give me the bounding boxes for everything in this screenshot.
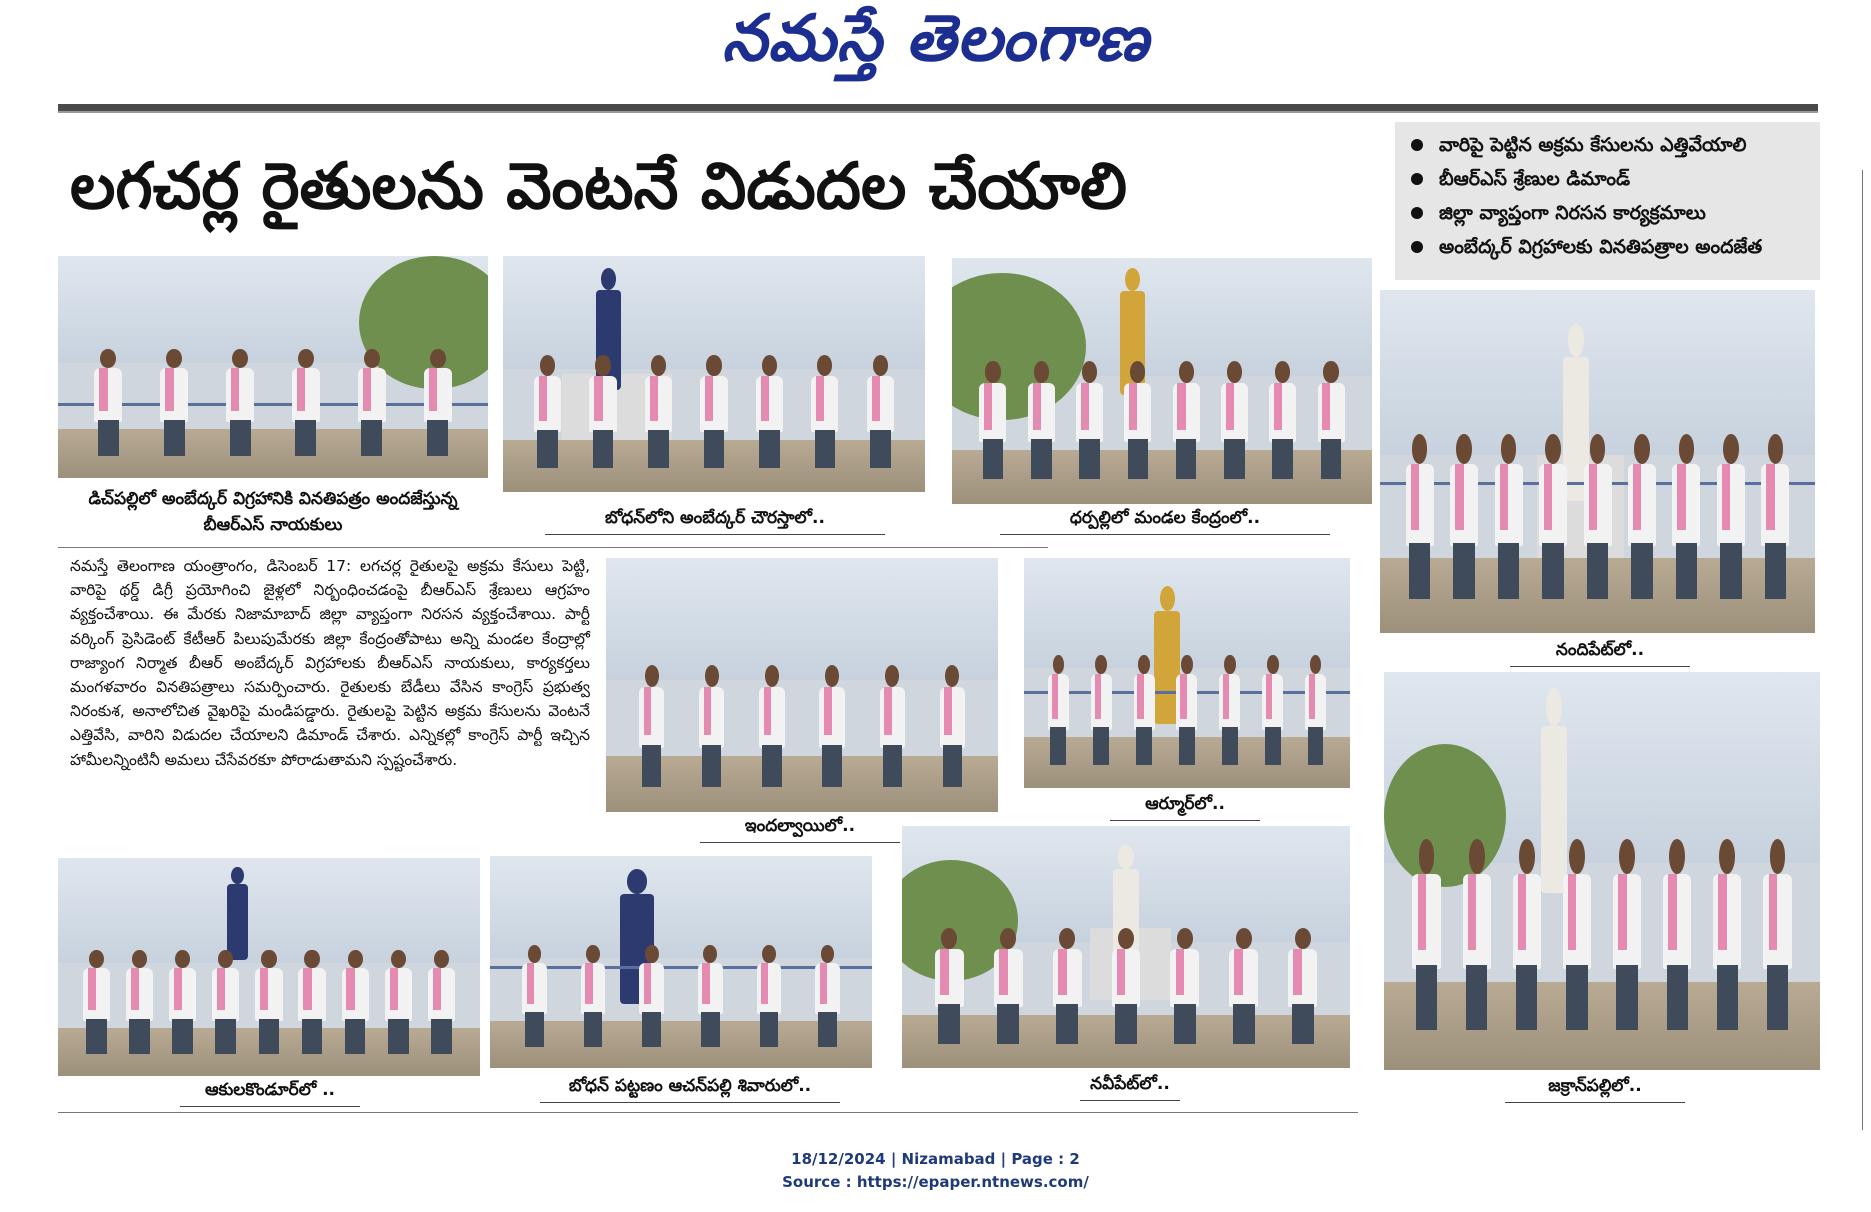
person-figure: [1112, 928, 1141, 1044]
person-figure: [1173, 361, 1200, 479]
highlight-item: [1405, 230, 1810, 264]
person-figure: [757, 945, 782, 1047]
person-figure: [811, 355, 838, 468]
right-edge-divider: [1862, 170, 1863, 1130]
person-figure: [1513, 839, 1541, 1030]
caption-photo3: ధర్పల్లిలో మండల కేంద్రంలో..: [1000, 508, 1330, 535]
person-figure: [160, 349, 188, 456]
person-figure: [1463, 839, 1491, 1030]
person-figure: [1717, 434, 1745, 599]
person-figure: [1763, 839, 1791, 1030]
person-figure: [935, 928, 964, 1044]
crowd: [1397, 434, 1797, 599]
person-figure: [292, 349, 320, 456]
person-figure: [639, 665, 664, 787]
caption-photo5: ఇందల్వాయిలో..: [700, 816, 900, 843]
person-figure: [819, 665, 844, 787]
person-figure: [880, 665, 905, 787]
person-figure: [1048, 655, 1069, 765]
column-divider: [58, 547, 1048, 548]
person-figure: [867, 355, 894, 468]
photo-bodhan-achanpally: [490, 856, 872, 1068]
highlight-text: బీఆర్ఎస్ శ్రేణుల డిమాండ్: [1439, 168, 1631, 190]
person-figure: [699, 665, 724, 787]
person-figure: [226, 349, 254, 456]
person-figure: [1028, 361, 1055, 479]
masthead: [0, 0, 1871, 100]
person-figure: [940, 665, 965, 787]
person-figure: [126, 950, 153, 1055]
photo-indalwai: [606, 558, 998, 812]
person-figure: [1761, 434, 1789, 599]
bullet-icon: [1411, 139, 1423, 151]
person-figure: [1663, 839, 1691, 1030]
caption-photo4: నందిపేట్‌లో..: [1510, 640, 1690, 667]
crowd: [520, 355, 908, 468]
person-figure: [1219, 655, 1240, 765]
person-figure: [1539, 434, 1567, 599]
caption-photo2: బోధన్‌లోని అంబేద్కర్ చౌరస్తాలో..: [545, 508, 885, 535]
person-figure: [342, 950, 369, 1055]
person-figure: [1091, 655, 1112, 765]
person-figure: [298, 950, 325, 1055]
photo-nandipet: [1380, 290, 1815, 633]
crowd: [1037, 655, 1337, 765]
photo-dichpally: [58, 256, 488, 478]
crowd: [969, 361, 1355, 479]
highlight-text: అంబేద్కర్ విగ్రహాలకు వినతిపత్రాల అందజేత: [1439, 236, 1763, 258]
person-figure: [424, 349, 452, 456]
person-figure: [212, 950, 239, 1055]
caption-photo1: డిచ్‌పల్లిలో అంబేద్కర్ విగ్రహానికి వినతిపత్రం అందజేస్తున్న బీఆర్ఎస్ నాయకులు: [88, 489, 458, 535]
bullet-icon: [1411, 241, 1423, 253]
person-figure: [581, 945, 606, 1047]
person-figure: [385, 950, 412, 1055]
photo-akulakondur: [58, 858, 480, 1076]
person-figure: [994, 928, 1023, 1044]
footer-date-edition: 18/12/2024 | Nizamabad | Page : 2: [791, 1150, 1080, 1168]
masthead-rule-light: [58, 111, 1818, 113]
person-figure: [1176, 655, 1197, 765]
person-figure: [1124, 361, 1151, 479]
person-figure: [1269, 361, 1296, 479]
person-figure: [1288, 928, 1317, 1044]
highlight-item: [1405, 162, 1810, 196]
person-figure: [1076, 361, 1103, 479]
headline: లగచర్ల రైతులను వెంటనే విడుదల చేయాలి: [70, 150, 1127, 224]
person-figure: [1305, 655, 1326, 765]
person-figure: [1229, 928, 1258, 1044]
photo-navipet: [902, 826, 1350, 1068]
person-figure: [756, 355, 783, 468]
person-figure: [759, 665, 784, 787]
caption-photo9: నవీపేట్‌లో..: [1080, 1074, 1180, 1101]
person-figure: [94, 349, 122, 456]
person-figure: [1613, 839, 1641, 1030]
person-figure: [1262, 655, 1283, 765]
crowd: [622, 665, 983, 787]
person-figure: [1672, 434, 1700, 599]
article-body: నమస్తే తెలంగాణ యంత్రాంగం, డిసెంబర్ 17: లగచర్ల రైతులపై అక్రమ కేసులు పెట్టి, వారిపై థర్డ్ డిగ్రీ ప్రయోగించి జైళ్లలో నిర్బంధించడంపై బీఆర్ఎస్ శ్రేణులు ఆగ్రహం వ్యక్తంచేశాయి. ఈ మేరకు నిజామాబాద్ జిల్లా వ్యాప్తంగా నిరసన వ్యక్తంచేశాయి. పార్టీ వర్కింగ్ ప్రెసిడెంట్ కేటీఆర్ పిలుపుమేరకు జిల్లా కేంద్రంతోపాటు అన్ని మండల కేంద్రాల్లో రాజ్యాంగ నిర్మాత బీఆర్ అంబేద్కర్ విగ్రహాలకు బీఆర్ఎస్ నాయకులు, కార్యకర్తలు మంగళవారం వినతిపత్రాలు సమర్పించారు. రైతులకు బేడీలు వేసిన కాంగ్రెస్ ప్రభుత్వ నిరంకుశ, అనాలోచిత వైఖరిపై మండిపడ్డారు. రైతులపై పెట్టిన అక్రమ కేసులను వెంటనే ఎత్తివేసి, వారిని విడుదల చేయాలని డిమాండ్ చేశారు. ఎన్నికల్లో కాంగ్రెస్ పార్టీ ఇచ్చిన హామీలన్నింటినీ అమలు చేసేవరకూ పోరాడుతామని స్పష్టంచేశారు.: [70, 557, 590, 769]
caption-photo8: బోధన్ పట్టణం ఆచన్‌పల్లి శివారులో..: [540, 1076, 840, 1103]
person-figure: [700, 355, 727, 468]
person-figure: [522, 945, 547, 1047]
photo-dharpally: [952, 258, 1372, 504]
person-figure: [1450, 434, 1478, 599]
caption-photo7: ఆకులకొండూర్‌లో ..: [180, 1080, 360, 1107]
caption-photo6: ఆర్మూర్‌లో..: [1110, 794, 1260, 821]
person-figure: [698, 945, 723, 1047]
bottom-divider: [58, 1112, 1358, 1113]
crowd: [920, 928, 1332, 1044]
crowd: [505, 945, 856, 1047]
footer-source-link[interactable]: Source : https://epaper.ntnews.com/: [782, 1173, 1089, 1191]
person-figure: [1221, 361, 1248, 479]
highlight-item: [1405, 128, 1810, 162]
publication-title: నమస్తే తెలంగాణ: [721, 2, 1150, 76]
bullet-icon: [1411, 173, 1423, 185]
person-figure: [1495, 434, 1523, 599]
person-figure: [1053, 928, 1082, 1044]
highlight-text: జిల్లా వ్యాప్తంగా నిరసన కార్యక్రమాలు: [1439, 202, 1706, 224]
highlight-item: [1405, 196, 1810, 230]
person-figure: [1584, 434, 1612, 599]
person-figure: [534, 355, 561, 468]
crowd: [75, 950, 463, 1055]
masthead-rule: [58, 104, 1818, 111]
person-figure: [1134, 655, 1155, 765]
person-figure: [1628, 434, 1656, 599]
person-figure: [645, 355, 672, 468]
person-figure: [589, 355, 616, 468]
crowd: [75, 349, 471, 456]
person-figure: [83, 950, 110, 1055]
crowd: [1401, 839, 1802, 1030]
highlight-text: వారిపై పెట్టిన అక్రమ కేసులను ఎత్తివేయాలి: [1439, 134, 1747, 156]
photo-armoor: [1024, 558, 1350, 788]
bullet-icon: [1411, 207, 1423, 219]
person-figure: [1713, 839, 1741, 1030]
person-figure: [255, 950, 282, 1055]
person-figure: [1563, 839, 1591, 1030]
person-figure: [1412, 839, 1440, 1030]
photo-jakranpally: [1384, 672, 1820, 1070]
person-figure: [169, 950, 196, 1055]
person-figure: [639, 945, 664, 1047]
person-figure: [358, 349, 386, 456]
highlights-box: [1395, 122, 1820, 280]
person-figure: [428, 950, 455, 1055]
person-figure: [979, 361, 1006, 479]
person-figure: [815, 945, 840, 1047]
person-figure: [1318, 361, 1345, 479]
photo-bodhan-chowrasta: [503, 256, 925, 492]
caption-photo10: జక్రాన్‌పల్లిలో..: [1505, 1076, 1685, 1103]
page-footer: [0, 1148, 1871, 1194]
person-figure: [1406, 434, 1434, 599]
person-figure: [1170, 928, 1199, 1044]
